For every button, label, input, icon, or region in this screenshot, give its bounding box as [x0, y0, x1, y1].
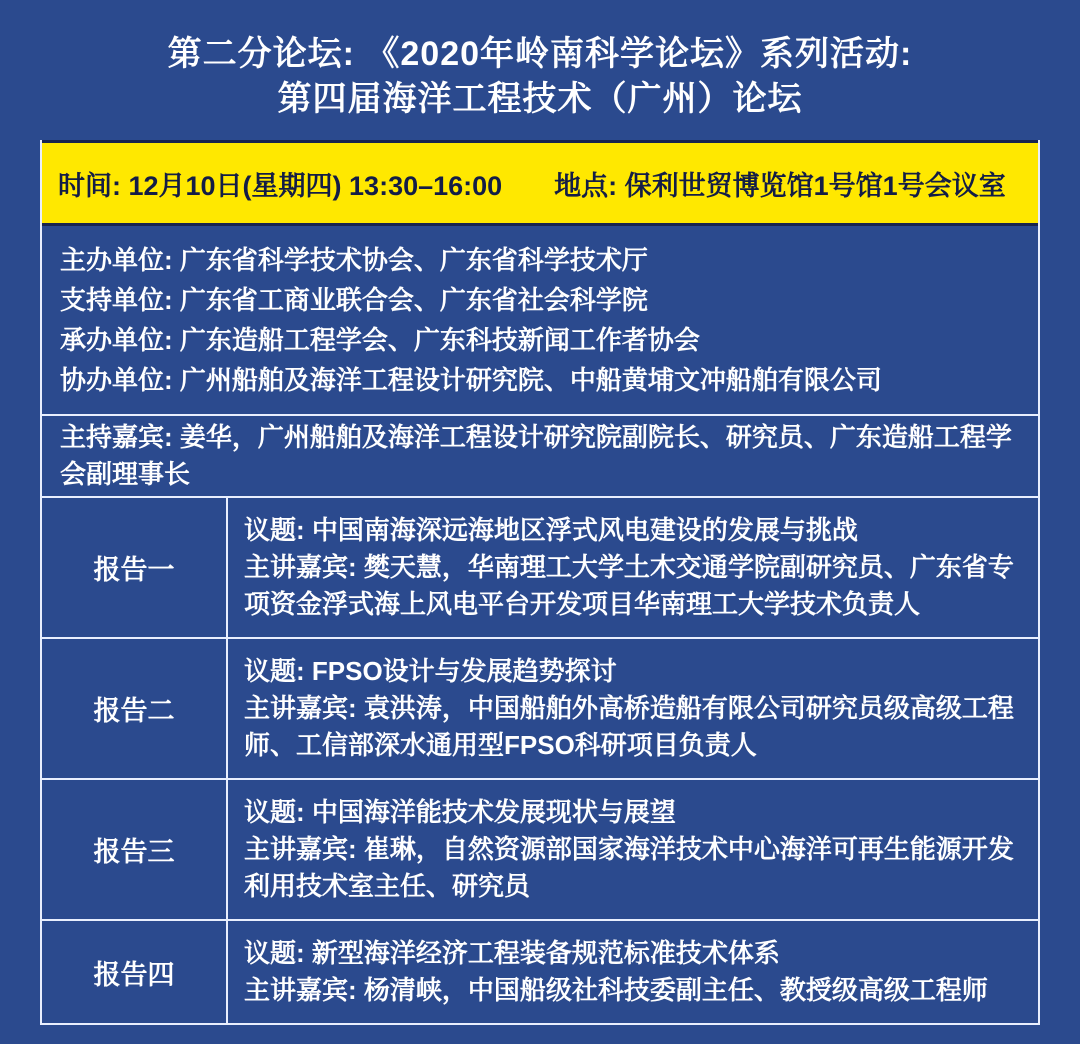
- report-4-label: 报告四: [42, 921, 228, 1023]
- report-row-4: [42, 921, 1038, 1023]
- schedule-bar: [42, 140, 1038, 226]
- report-row-1: [42, 498, 1038, 639]
- forum-title: [0, 32, 1080, 122]
- organizer-co-line: 协办单位: 广州船舶及海洋工程设计研究院、中船黄埔文冲船舶有限公司: [60, 365, 882, 395]
- forum-title-line1: 第二分论坛: 《2020年岭南科学论坛》系列活动:: [167, 35, 913, 73]
- host-text: 主持嘉宾: 姜华，广州船舶及海洋工程设计研究院副院长、研究员、广东造船工程学会副理事长: [60, 422, 1012, 489]
- report-1-topic: 议题: 中国南海深远海地区浮式风电建设的发展与挑战: [244, 515, 858, 545]
- organizers-section: [42, 226, 1038, 416]
- report-4-speaker: 主讲嘉宾: 杨清峡，中国船级社科技委副主任、教授级高级工程师: [244, 975, 988, 1005]
- report-2-body: [228, 639, 1038, 778]
- report-2-topic: 议题: FPSO设计与发展趋势探讨: [244, 656, 617, 686]
- report-3-topic: 议题: 中国海洋能技术发展现状与展望: [244, 797, 676, 827]
- organizer-host-line: 主办单位: 广东省科学技术协会、广东省科学技术厅: [60, 245, 648, 275]
- organizer-undertake-line: 承办单位: 广东造船工程学会、广东科技新闻工作者协会: [60, 325, 700, 355]
- report-3-speaker: 主讲嘉宾: 崔琳，自然资源部国家海洋技术中心海洋可再生能源开发利用技术室主任、研究员: [244, 834, 1014, 901]
- agenda-board: [40, 140, 1040, 1025]
- forum-title-line2: 第四届海洋工程技术（广州）论坛: [277, 80, 803, 118]
- report-row-3: [42, 780, 1038, 921]
- schedule-location: 地点: 保利世贸博览馆1号馆1号会议室: [554, 170, 1006, 201]
- report-4-body: [228, 921, 1038, 1023]
- report-1-speaker: 主讲嘉宾: 樊天慧，华南理工大学土木交通学院副研究员、广东省专项资金浮式海上风电平台开发项目华南理工大学技术负责人: [244, 552, 1014, 619]
- schedule-time: 时间: 12月10日(星期四) 13:30–16:00: [58, 170, 503, 201]
- report-2-label: 报告二: [42, 639, 228, 778]
- organizer-support-line: 支持单位: 广东省工商业联合会、广东省社会科学院: [60, 285, 648, 315]
- report-4-topic: 议题: 新型海洋经济工程装备规范标准技术体系: [244, 938, 780, 968]
- report-1-body: [228, 498, 1038, 637]
- report-3-label: 报告三: [42, 780, 228, 919]
- report-1-label: 报告一: [42, 498, 228, 637]
- report-row-2: [42, 639, 1038, 780]
- report-2-speaker: 主讲嘉宾: 袁洪涛，中国船舶外高桥造船有限公司研究员级高级工程师、工信部深水通用型FPSO科研项目负责人: [244, 693, 1014, 760]
- report-3-body: [228, 780, 1038, 919]
- host-section: [42, 416, 1038, 498]
